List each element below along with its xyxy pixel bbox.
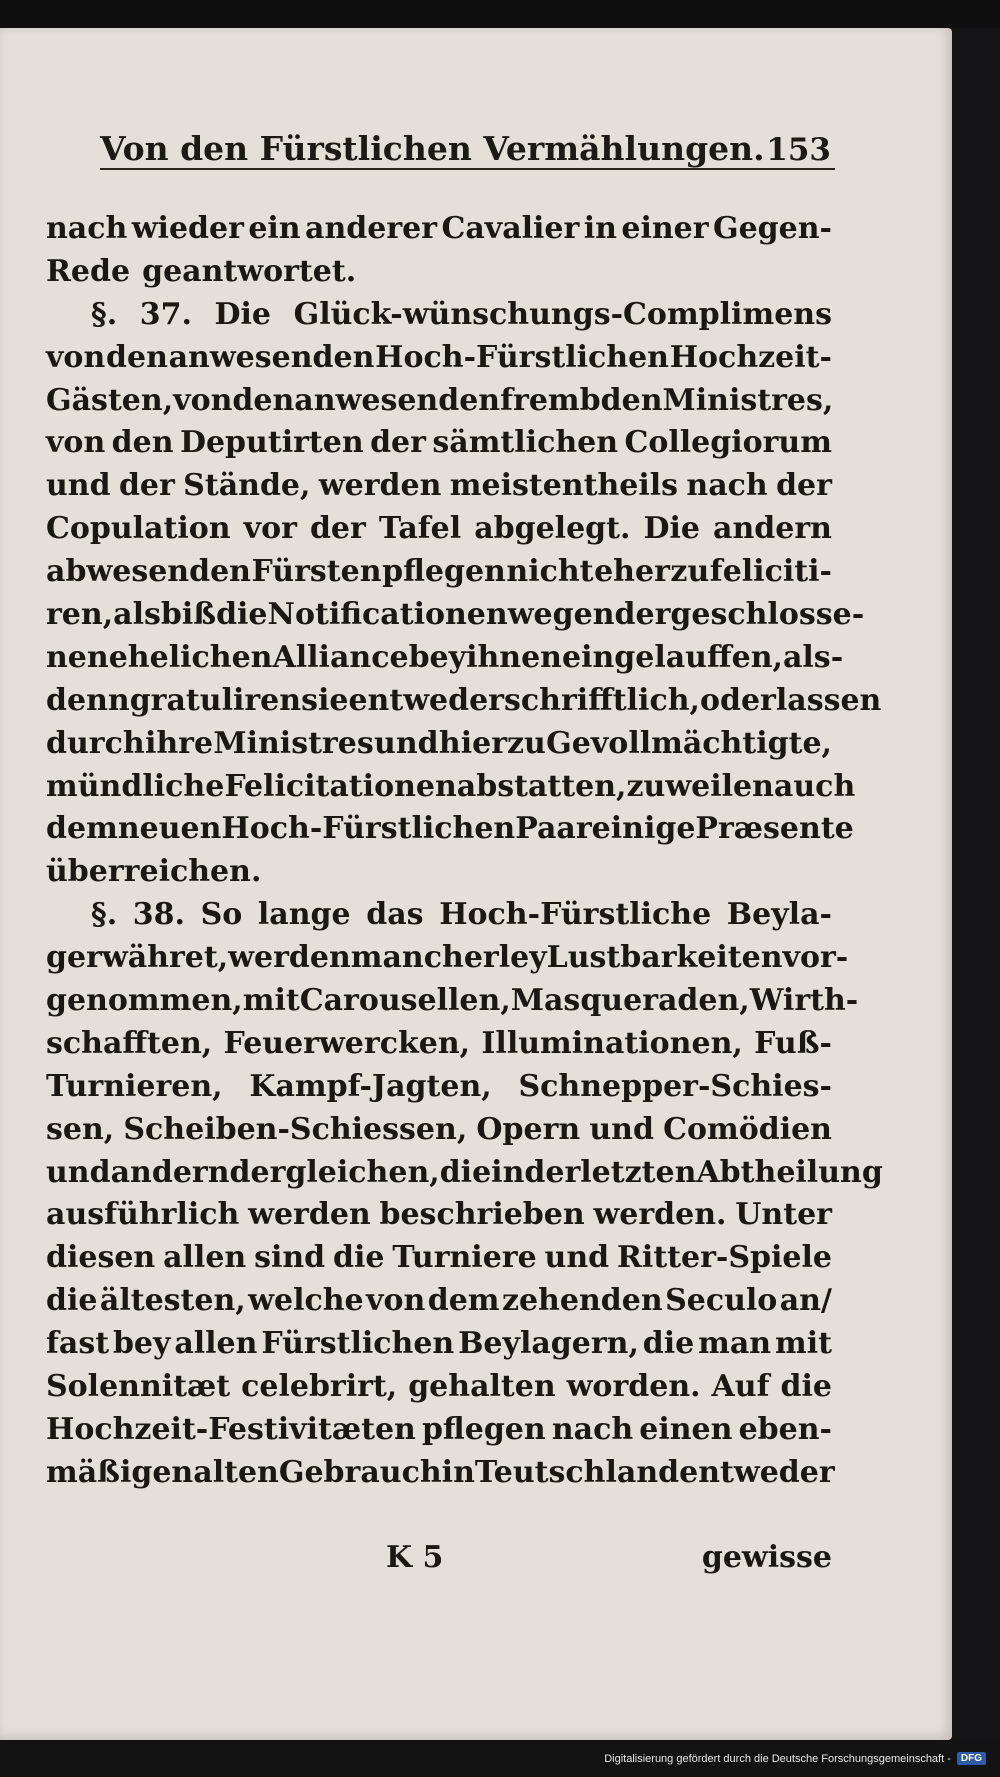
text-line (46, 251, 832, 293)
text-line (46, 1452, 835, 1494)
text-line (46, 808, 854, 850)
line-text: und der Stände, werden meistentheils nach der (46, 468, 832, 504)
body-text (46, 208, 883, 1495)
running-head (100, 108, 835, 170)
line-text: und andern dergleichen, die in der letzten Abtheilung (46, 1154, 883, 1190)
line-text: mündliche Felicitationen abstatten, zuweilen auch (46, 768, 856, 804)
line-text: abwesenden Fürsten pflegen nicht eher zu feliciti- (46, 554, 832, 590)
line-text: fast bey allen Fürstlichen Beylagern, die man mit (46, 1326, 832, 1362)
line-text: sen, Scheiben-Schiessen, Opern und Comödien (46, 1111, 832, 1147)
credit-text: Digitalisierung gefördert durch die Deutsche Forschungsgemeinschaft - (604, 1752, 951, 1765)
text-line (46, 1152, 883, 1194)
line-text: durch ihre Ministres und hierzu Gevollmächtigte, (46, 725, 832, 761)
text-line (46, 980, 859, 1022)
text-line (46, 894, 832, 936)
text-line (46, 1366, 832, 1408)
line-text: Turnieren, Kampf-Jagten, Schnepper-Schies- (46, 1068, 832, 1104)
line-text: denn gratuliren sie entweder schrifftlich, oder lassen (46, 682, 882, 718)
text-line (46, 1066, 832, 1108)
line-text: ger währet, werden mancherley Lustbarkeiten vor- (46, 940, 849, 976)
text-line (46, 680, 882, 722)
book-page (0, 28, 952, 1740)
digitization-credit-bar (0, 1740, 1000, 1777)
line-text: diesen allen sind die Turniere und Ritter-Spiele (46, 1240, 832, 1276)
line-text: Solennitæt celebrirt, gehalten worden. Auf die (46, 1369, 832, 1405)
line-text: nen ehelichen Alliance bey ihnen eingelauffen, als- (46, 639, 844, 675)
page-number: 153 (766, 132, 831, 168)
line-text: von den anwesenden Hoch-Fürstlichen Hochzeit- (46, 339, 832, 375)
text-line (46, 508, 832, 550)
line-text: Rede geantwortet. (46, 253, 357, 289)
text-line (46, 1237, 832, 1279)
text-line (46, 465, 832, 507)
text-line (46, 551, 832, 593)
line-text: ausführlich werden beschrieben werden. Unter (46, 1197, 832, 1233)
text-line (46, 723, 832, 765)
line-text: Gästen, von den anwesenden frembden Ministres, (46, 382, 834, 418)
text-line (46, 766, 856, 808)
catchword: gewisse (701, 1540, 832, 1575)
dfg-logo: DFG (957, 1752, 986, 1765)
line-text: die ältesten, welche von dem zehenden Seculo an/ (46, 1283, 832, 1319)
line-text: Hochzeit-Festivitæten pflegen nach einen eben- (46, 1411, 832, 1447)
text-line (46, 851, 832, 893)
line-text: überreichen. (46, 854, 262, 890)
signature-mark: K 5 (386, 1540, 444, 1575)
text-line (46, 1194, 832, 1236)
text-line (46, 1280, 832, 1322)
signature-line (46, 1540, 832, 1575)
line-text: Copulation vor der Tafel abgelegt. Die andern (46, 511, 832, 547)
line-text: ren, als biß die Notificationen wegen der geschlosse- (46, 597, 865, 633)
running-title: Von den Fürstlichen Vermählungen. (100, 129, 765, 168)
line-text: mäßigen alten Gebrauch in Teutschland entweder (46, 1454, 835, 1490)
text-line (46, 1409, 832, 1451)
text-line (46, 208, 832, 250)
line-text: genommen, mit Carousellen, Masqueraden, Wirth- (46, 983, 859, 1019)
line-text: nach wieder ein anderer Cavalier in einer Gegen- (46, 211, 832, 246)
line-text: schafften, Feuerwercken, Illuminationen, Fuß- (46, 1025, 832, 1061)
line-text: dem neuen Hoch-Fürstlichen Paar einige Præsente (46, 811, 854, 847)
text-line (46, 1109, 832, 1151)
scan-background (0, 0, 1000, 28)
line-text: §. 38. So lange das Hoch-Fürstliche Beyla- (91, 897, 832, 933)
text-line (46, 422, 832, 464)
line-text: von den Deputirten der sämtlichen Collegiorum (46, 425, 832, 461)
text-line (46, 1023, 832, 1065)
text-line (46, 1323, 832, 1365)
text-line (46, 937, 849, 979)
text-line (46, 637, 844, 679)
line-text: §. 37. Die Glück-wünschungs-Complimens (91, 296, 832, 332)
text-line (46, 294, 832, 336)
text-line (46, 337, 832, 379)
text-line (46, 380, 832, 422)
text-line (46, 594, 865, 636)
